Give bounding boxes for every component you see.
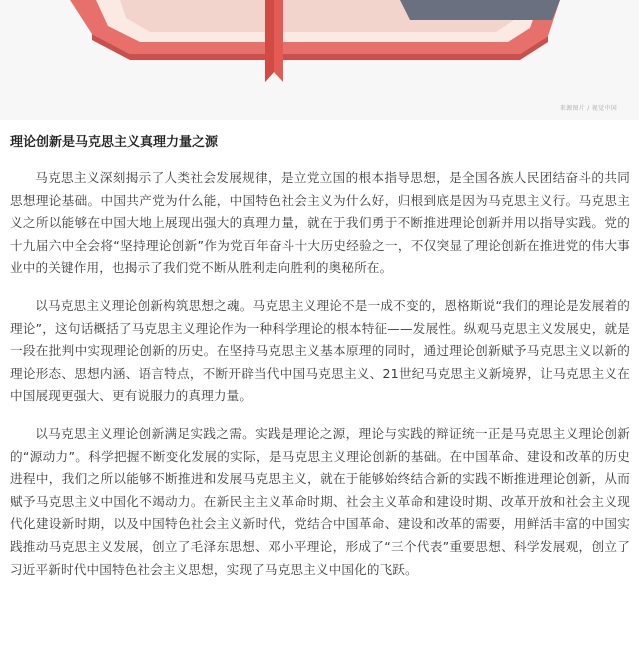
hero-image — [0, 0, 639, 120]
book-illustration — [0, 0, 639, 120]
image-credit: 来源图片 / 视觉中国 — [559, 105, 617, 112]
paragraph: 以马克思主义理论创新满足实践之需。实践是理论之源，理论与实践的辩证统一正是马克思主义理论创新的“源动力”。科学把握不断变化发展的实际，是马克思主义理论创新的基础。在中国革命、建设和改革的历史进程中，我们之所以能够不断推进和发展马克思主义，就在于能够始终结合新的实践不断推进理论创新，从而赋予马克思主义中国化不竭动力。在新民主主义革命时期、社会主义革命和建设时期、改革开放和社会主义现代化建设新时期，以及中国特色社会主义新时代，党结合中国革命、建设和改革的需要，用鲜活丰富的中国实践推动马克思主义发展，创立了毛泽东思想、邓小平理论，形成了“三个代表”重要思想、科学发展观，创立了习近平新时代中国特色社会主义思想，实现了马克思主义中国化的飞跃。 — [10, 425, 630, 577]
paragraph: 马克思主义深刻揭示了人类社会发展规律，是立党立国的根本指导思想，是全国各族人民团结奋斗的共同思想理论基础。中国共产党为什么能，中国特色社会主义为什么好，归根到底是因为马克思主义行。马克思主义之所以能够在中国大地上展现出强大的真理力量，就在于我们勇于不断推进理论创新并用以指导实践。党的十九届六中全会将“坚持理论创新”作为党百年奋斗十大历史经验之一，不仅突显了理论创新在推进党的伟大事业中的关键作用，也揭示了我们党不断从胜利走向胜利的奥秘所在。 — [10, 170, 630, 276]
paragraph: 以马克思主义理论创新构筑思想之魂。马克思主义理论不是一成不变的，恩格斯说“我们的理论是发展着的理论”，这句话概括了马克思主义理论作为一种科学理论的根本特征——发展性。纵观马克思主义发展史，就是一段在批判中实现理论创新的历史。在坚持马克思主义基本原理的同时，通过理论创新赋予马克思主义以新的理论形态、思想内涵、语言特点，不断开辟当代中国马克思主义、21世纪马克思主义新境界，让马克思主义在中国展现更强大、更有说服力的真理力量。 — [10, 297, 630, 404]
section-heading: 理论创新是马克思主义真理力量之源 — [10, 135, 219, 150]
article-body — [10, 133, 630, 596]
